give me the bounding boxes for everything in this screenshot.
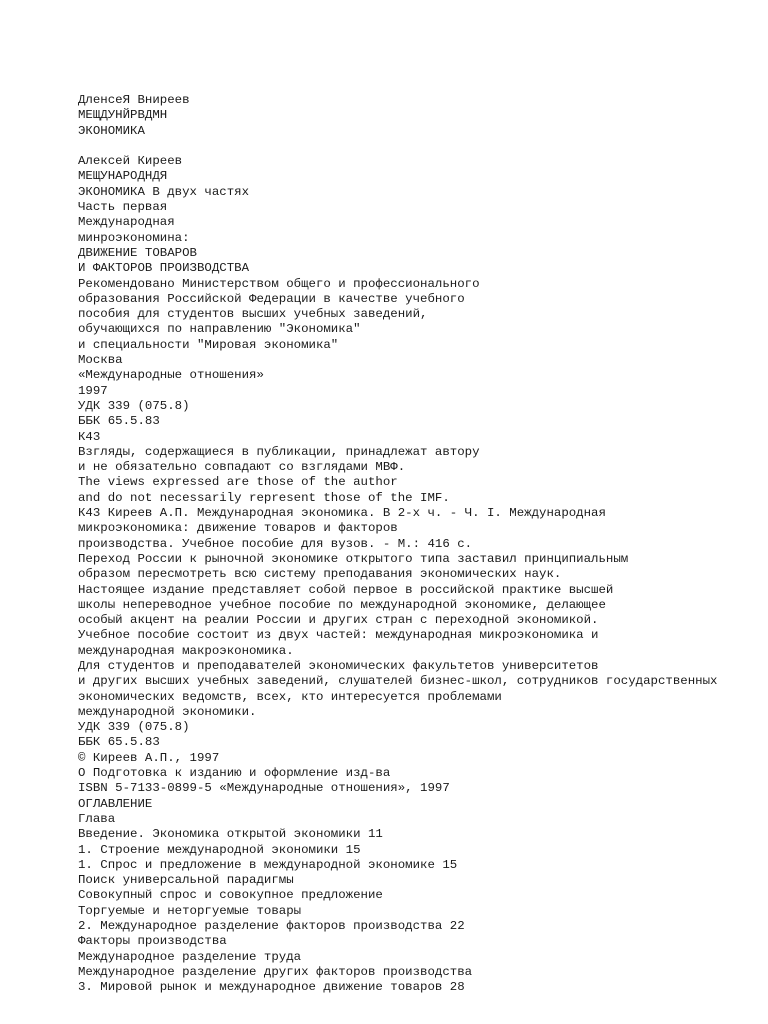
text-line: и специальности "Мировая экономика" xyxy=(78,337,339,352)
text-line: 3. Мировой рынок и международное движение товаров 28 xyxy=(78,980,465,995)
text-line: и не обязательно совпадают со взглядами МВФ. xyxy=(78,460,406,475)
garbled-title: МЕЩДУНЙРВДМН xyxy=(78,108,168,123)
text-line: особый акцент на реалии России и других стран с переходной экономикой. xyxy=(78,613,599,628)
text-line: К43 Киреев А.П. Международная экономика. В 2-х ч. - Ч. I. Международная xyxy=(78,506,606,521)
text-line: Факторы производства xyxy=(78,934,227,949)
text-line: Москва xyxy=(78,353,123,368)
text-line: И ФАКТОРОВ ПРОИЗВОДСТВА xyxy=(78,261,250,276)
text-line: ББК 65.5.83 xyxy=(78,414,160,429)
text-line: ЭКОНОМИКА В двух частях xyxy=(78,184,250,199)
text-line: Поиск универсальной парадигмы xyxy=(78,873,294,888)
text-line: К43 xyxy=(78,429,101,444)
text-line: Введение. Экономика открытой экономики 11 xyxy=(78,827,383,842)
text-line: УДК 339 (075.8) xyxy=(78,398,190,413)
text-line: ДВИЖЕНИЕ ТОВАРОВ xyxy=(78,245,197,260)
text-line: 1. Строение международной экономики 15 xyxy=(78,842,361,857)
text-line: МЕЩУНАРОДНДЯ xyxy=(78,169,168,184)
text-line: 1. Спрос и предложение в международной экономике 15 xyxy=(78,857,458,872)
text-line: The views expressed are those of the author xyxy=(78,475,398,490)
text-line: Совокупный спрос и совокупное предложение xyxy=(78,888,383,903)
header-block xyxy=(78,93,768,139)
text-line: 2. Международное разделение факторов производства 22 xyxy=(78,919,465,934)
text-line: Для студентов и преподавателей экономических факультетов университетов xyxy=(78,658,599,673)
text-line: образом пересмотреть всю систему преподавания экономических наук. xyxy=(78,567,562,582)
text-line: образования Российской Федерации в качестве учебного xyxy=(78,291,465,306)
text-line: обучающихся по направлению "Экономика" xyxy=(78,322,361,337)
text-line: Алексей Киреев xyxy=(78,154,183,169)
text-line: 1997 xyxy=(78,383,108,398)
text-line: производства. Учебное пособие для вузов. - М.: 416 с. xyxy=(78,536,473,551)
text-line: международная макроэкономика. xyxy=(78,643,294,658)
text-line: and do not necessarily represent those of the IMF. xyxy=(78,490,450,505)
text-line: Международное разделение труда xyxy=(78,949,302,964)
text-line: Переход России к рыночной экономике открытого типа заставил принципиальным xyxy=(78,551,629,566)
text-line: Настоящее издание представляет собой первое в российской практике высшей xyxy=(78,582,614,597)
text-line: и других высших учебных заведений, слушателей бизнес-школ, сотрудников государственных xyxy=(78,674,718,689)
text-line: пособия для студентов высших учебных заведений, xyxy=(78,307,428,322)
text-line: Глава xyxy=(78,811,116,826)
text-line: Рекомендовано Министерством общего и профессионального xyxy=(78,276,480,291)
text-line: Часть первая xyxy=(78,200,168,215)
text-line: минроэкономина: xyxy=(78,230,190,245)
text-line: Торгуемые и неторгуемые товары xyxy=(78,903,302,918)
text-line: ISBN 5-7133-0899-5 «Международные отношения», 1997 xyxy=(78,781,450,796)
garbled-author-name: ДленсеЯ Вниреев xyxy=(78,93,190,107)
text-line: Международная xyxy=(78,215,175,230)
spacer xyxy=(78,139,768,154)
text-line: © Киреев А.П., 1997 xyxy=(78,750,220,765)
document-page xyxy=(78,93,768,996)
document-body xyxy=(78,154,768,995)
text-line: экономических ведомств, всех, кто интересуется проблемами xyxy=(78,689,502,704)
text-line: ОГЛАВЛЕНИЕ xyxy=(78,796,153,811)
text-line: ББК 65.5.83 xyxy=(78,735,160,750)
text-line: микроэкономика: движение товаров и факторов xyxy=(78,521,398,536)
text-line: международной экономики. xyxy=(78,704,257,719)
text-line: Международное разделение других факторов производства xyxy=(78,964,473,979)
text-line: О Подготовка к изданию и оформление изд-ва xyxy=(78,766,391,781)
header-subject: ЭКОНОМИКА xyxy=(78,123,145,138)
text-line: Учебное пособие состоит из двух частей: международная микроэкономика и xyxy=(78,628,599,643)
text-line: школы непереводное учебное пособие по международной экономике, делающее xyxy=(78,597,606,612)
text-line: УДК 339 (075.8) xyxy=(78,720,190,735)
text-line: Взгляды, содержащиеся в публикации, принадлежат автору xyxy=(78,444,480,459)
text-line: «Международные отношения» xyxy=(78,368,264,383)
